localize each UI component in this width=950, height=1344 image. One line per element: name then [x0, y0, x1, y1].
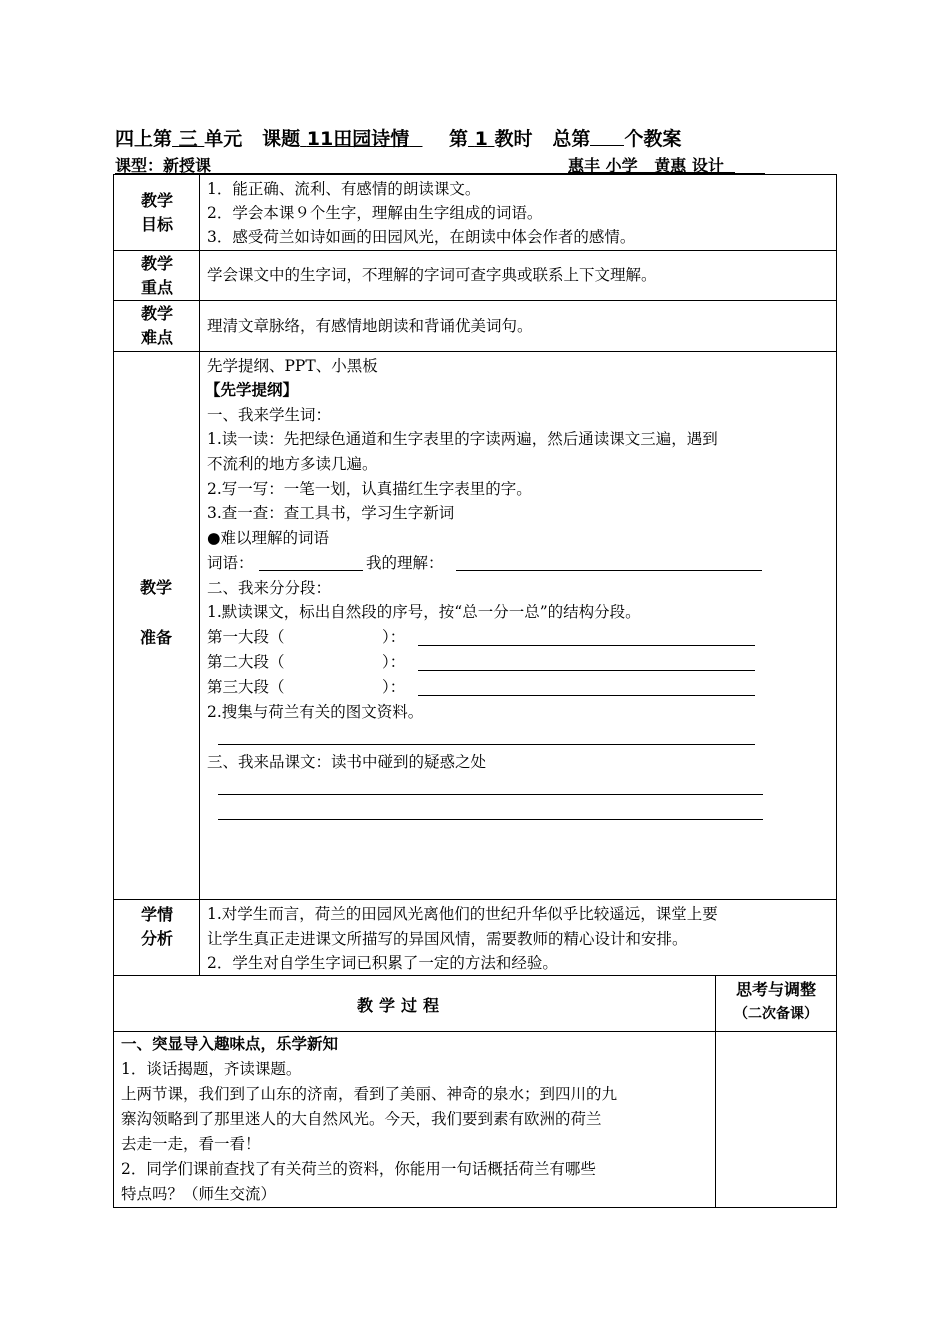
- lesson-header: [115, 124, 681, 151]
- preparation-label-2: 准备: [139, 628, 172, 647]
- period-suffix: 教时: [494, 128, 533, 150]
- section-1-item-2: 2.写一写：一笔一划，认真描红生字表里的字。: [207, 480, 532, 498]
- section-1-item-1a: 1.读一读：先把绿色通道和生字表里的字读两遍，然后通读课文三遍，遇到: [207, 430, 718, 448]
- paragraph-2-label: 第二大段（: [207, 653, 285, 671]
- period-number: 1: [474, 128, 488, 150]
- analysis-line-2: 让学生真正走进课文所描写的异国风情，需要教师的精心设计和安排。: [207, 930, 688, 948]
- grade-unit-prefix: 四上第: [115, 128, 173, 150]
- objective-1: 1．能正确、流利、有感情的朗读课文。: [207, 180, 481, 198]
- unit-number: 三: [178, 128, 198, 150]
- difficulties-text: 理清文章脉络，有感情地朗读和背诵优美词句。: [207, 317, 533, 335]
- process-line-4: 去走一走，看一看！: [121, 1135, 261, 1153]
- paragraph-3-blank: [418, 695, 755, 696]
- meaning-label: 我的理解：: [366, 554, 444, 572]
- key-points-text: 学会课文中的生字词，不理解的字词可查字典或联系上下文理解。: [207, 266, 657, 284]
- section-3-title: 三、我来品课文：读书中碰到的疑惑之处: [207, 753, 487, 771]
- process-line-3: 寨沟领略到了那里迷人的大自然风光。今天，我们要到素有欧洲的荷兰: [121, 1110, 602, 1128]
- paragraph-1-label: 第一大段（: [207, 628, 285, 646]
- objectives-label: 教学 目标: [140, 191, 173, 234]
- paragraph-2-close: ）：: [382, 653, 406, 671]
- designer: 惠丰 小学 黄惠 设计: [568, 156, 735, 175]
- total-blank: [590, 129, 624, 146]
- section-1-title: 一、我来学生词：: [207, 406, 332, 424]
- objective-2: 2．学会本课９个生字，理解由生字组成的词语。: [207, 204, 543, 222]
- notes-title: 思考与调整: [735, 980, 816, 999]
- materials-blank: [218, 744, 755, 745]
- difficulties-label: 教学 难点: [140, 304, 173, 347]
- process-section-1-title: 一、突显导入趣味点，乐学新知: [121, 1035, 339, 1053]
- analysis-label: 学情 分析: [140, 905, 173, 948]
- notes-subtitle: （二次备课）: [734, 1006, 818, 1022]
- lesson-subheader: [115, 153, 765, 173]
- section-2-title: 二、我来分分段：: [207, 579, 332, 597]
- process-line-2: 上两节课，我们到了山东的济南，看到了美丽、神奇的泉水；到四川的九: [121, 1085, 618, 1103]
- section-2-item-2: 2.搜集与荷兰有关的图文资料。: [207, 703, 424, 721]
- word-label: 词语：: [207, 554, 254, 572]
- section-1-item-3: 3.查一查：查工具书，学习生字新词: [207, 504, 455, 522]
- word-blank: [259, 570, 363, 571]
- analysis-line-3: 2．学生对自学生字词已积累了一定的方法和经验。: [207, 954, 558, 972]
- paragraph-1-blank: [418, 645, 755, 646]
- paragraph-2-blank: [418, 670, 755, 671]
- total-suffix: 个教案: [624, 128, 682, 150]
- paragraph-1-close: ）：: [382, 628, 406, 646]
- analysis-line-1: 1.对学生而言，荷兰的田园风光离他们的世纪升华似乎比较遥远，课堂上要: [207, 905, 718, 923]
- notes-header: [715, 978, 837, 1026]
- hard-words-title: ●难以理解的词语: [207, 529, 330, 547]
- period-prefix: 第: [448, 128, 468, 150]
- materials-text: 先学提纲、PPT、小黑板: [207, 357, 378, 375]
- lesson-type: 课型：新授课: [115, 156, 212, 175]
- outline-title: 【先学提纲】: [205, 380, 299, 399]
- doubts-blank-1: [218, 794, 763, 795]
- lesson-prefix: 课题: [262, 128, 301, 150]
- preparation-label-1: 教学: [139, 578, 172, 597]
- section-1-item-1b: 不流利的地方多读几遍。: [207, 455, 378, 473]
- section-2-item-1: 1.默读课文，标出自然段的序号，按“总一分一总”的结构分段。: [207, 603, 641, 621]
- process-line-1: 1．谈话揭题，齐读课题。: [121, 1060, 302, 1078]
- process-line-5: 2．同学们课前查找了有关荷兰的资料，你能用一句话概括荷兰有哪些: [121, 1160, 596, 1178]
- paragraph-3-close: ）：: [382, 678, 406, 696]
- paragraph-3-label: 第三大段（: [207, 678, 285, 696]
- column-divider: [199, 352, 200, 899]
- unit-suffix: 单元: [204, 128, 243, 150]
- notes-column-divider: [715, 1032, 716, 1207]
- process-line-6: 特点吗？（师生交流）: [121, 1185, 277, 1203]
- total-prefix: 总第: [552, 128, 591, 150]
- lesson-title: 11田园诗情: [306, 128, 410, 150]
- doubts-blank-2: [218, 819, 763, 820]
- meaning-blank: [456, 570, 762, 571]
- key-points-label: 教学 重点: [140, 254, 173, 297]
- process-title: 教学过程: [357, 996, 446, 1015]
- objective-3: 3．感受荷兰如诗如画的田园风光，在朗读中体会作者的感情。: [207, 228, 636, 246]
